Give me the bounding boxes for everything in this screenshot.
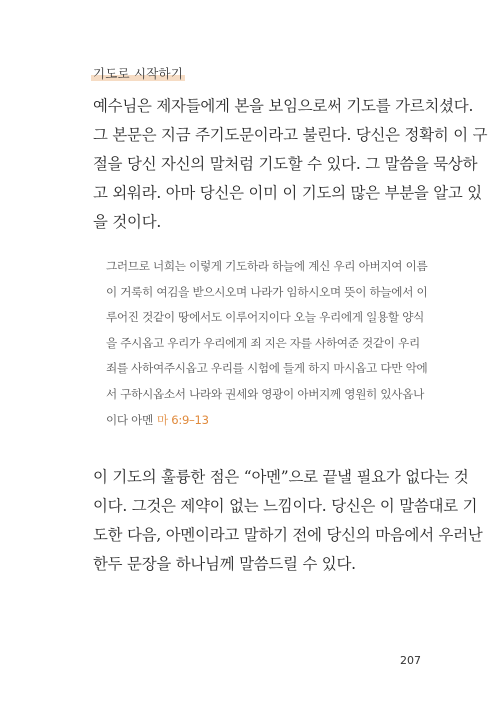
- quote-line: 죄를 사하여주시옵고 우리를 시험에 들게 하지 마시옵고 다만 악에: [106, 361, 428, 376]
- quote-line: 이 거룩히 여김을 받으시오며 나라가 임하시오며 뜻이 하늘에서 이: [106, 284, 428, 299]
- text-line: 한두 문장을 하나님께 말씀드릴 수 있다.: [93, 555, 356, 573]
- scripture-quote: [106, 254, 428, 433]
- quote-line: 서 구하시옵소서 나라와 권세와 영광이 아버지께 영원히 있사옵나: [106, 386, 424, 401]
- text-line: 절을 당신 자신의 말처럼 기도할 수 있다. 그 말씀을 묵상하: [93, 155, 478, 173]
- quote-line: 그러므로 너희는 이렇게 기도하라 하늘에 계신 우리 아버지여 이름: [106, 259, 428, 273]
- paragraph-intro: [93, 92, 488, 237]
- text-line: 그 본문은 지금 주기도문이라고 불린다. 당신은 정확히 이 구: [93, 126, 488, 144]
- page-number: 207: [400, 654, 421, 667]
- text-line: 이다. 그것은 제약이 없는 느낌이다. 당신은 이 말씀대로 기: [93, 497, 478, 515]
- paragraph-amen: [93, 463, 483, 579]
- quote-line: 을 주시옵고 우리가 우리에게 죄 지은 자를 사하여준 것같이 우리: [106, 335, 420, 350]
- running-header: [93, 64, 183, 82]
- quote-line-text: 이다 아멘: [106, 412, 153, 427]
- text-line: 도한 다음, 아멘이라고 말하기 전에 당신의 마음에서 우러난: [93, 526, 483, 544]
- text-line: 고 외워라. 아마 당신은 이미 이 기도의 많은 부분을 알고 있: [93, 184, 482, 202]
- quote-line: 루어진 것같이 땅에서도 이루어지이다 오늘 우리에게 일용할 양식: [106, 310, 424, 325]
- text-line: 을 것이다.: [93, 213, 162, 231]
- text-line: 예수님은 제자들에게 본을 보임으로써 기도를 가르치셨다.: [93, 97, 474, 115]
- scripture-reference: 마 6:9–13: [156, 412, 209, 427]
- quote-line-last: [106, 408, 415, 434]
- text-line: 이 기도의 훌륭한 점은 “아멘”으로 끝낼 필요가 없다는 것: [93, 468, 469, 486]
- header-title: 기도로 시작하기: [93, 66, 184, 81]
